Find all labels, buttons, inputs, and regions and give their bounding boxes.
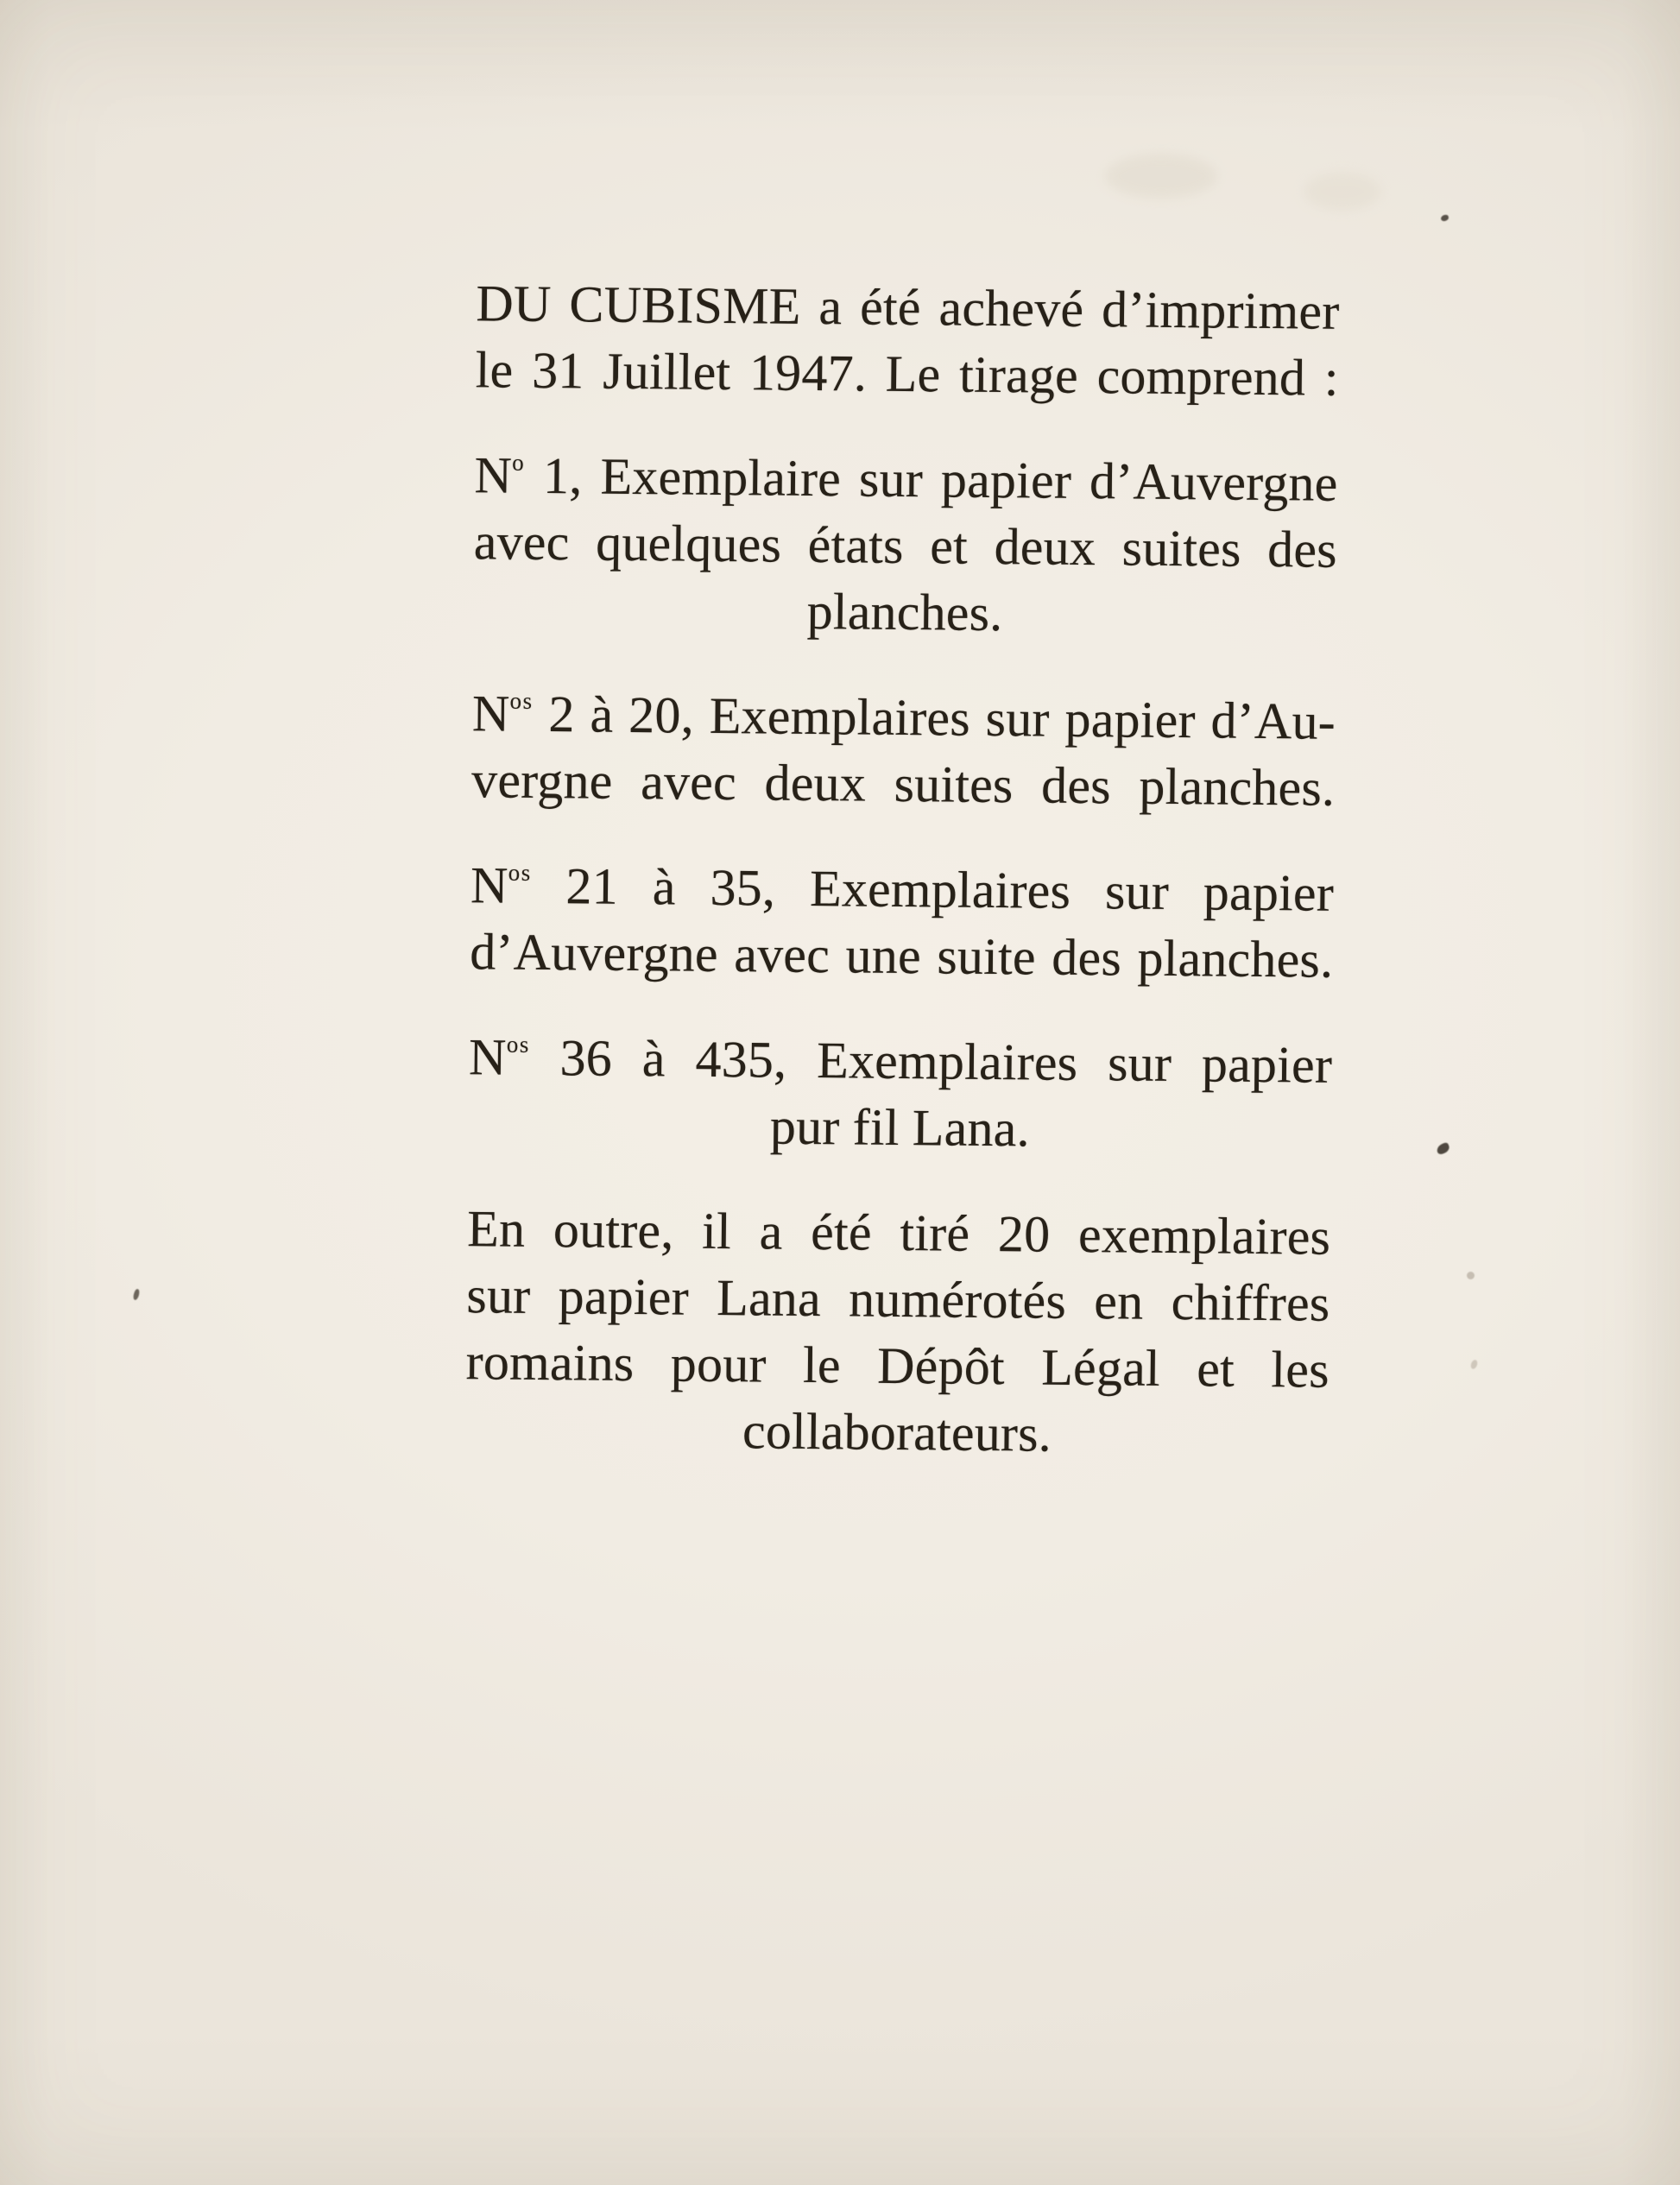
paragraph xyxy=(465,1196,1331,1470)
text-line xyxy=(474,442,1338,517)
text-segment: N xyxy=(470,856,508,914)
text-line: DU CUBISME a été achevé d’imprimer xyxy=(476,275,1340,340)
ink-squiggle-right xyxy=(1435,1142,1450,1156)
text-line xyxy=(471,852,1335,927)
superscript-ordinal: os xyxy=(506,1031,530,1058)
text-segment: N xyxy=(471,685,510,742)
text-segment: 36 à 435, Exemplaires sur papier xyxy=(529,1028,1333,1094)
text-segment: N xyxy=(474,446,513,504)
paper-smudge-top xyxy=(1105,154,1217,199)
paragraph xyxy=(470,852,1334,994)
paragraph xyxy=(468,1024,1332,1165)
text-line: collaborateurs. xyxy=(742,1402,1052,1462)
text-line: vergne avec deux suites des planches. xyxy=(471,751,1336,817)
text-line xyxy=(469,1024,1333,1099)
text-line: le 31 Juillet 1947. Le tirage comprend : xyxy=(475,341,1340,407)
ink-speck-left-margin xyxy=(132,1288,140,1300)
colophon-text-block xyxy=(464,270,1340,1509)
text-segment: 21 à 35, Exemplaires sur papier xyxy=(531,856,1335,922)
text-line: pur fil Lana. xyxy=(769,1097,1031,1158)
text-segment: 1, Exemplaire sur papier d’Auvergne xyxy=(524,446,1338,512)
superscript-ordinal: o xyxy=(512,449,526,476)
faint-speck-right-1 xyxy=(1467,1272,1475,1279)
paragraph xyxy=(471,680,1336,822)
text-segment: 2 à 20, Exemplaires sur papier d’Au- xyxy=(533,685,1336,750)
text-segment: N xyxy=(468,1028,507,1086)
text-line: avec quelques états et deux suites des xyxy=(473,513,1338,578)
text-line: sur papier Lana numérotés en chiffres xyxy=(466,1266,1330,1332)
text-line: En outre, il a été tiré 20 exemplaires xyxy=(466,1200,1331,1266)
superscript-ordinal: os xyxy=(508,859,532,886)
paper-smudge-top-2 xyxy=(1304,173,1381,211)
text-line: romains pour le Dépôt Légal et les xyxy=(465,1333,1329,1399)
text-line xyxy=(472,680,1336,755)
paragraph xyxy=(473,442,1338,650)
text-line: planches. xyxy=(806,582,1003,642)
paragraph xyxy=(475,270,1339,412)
ink-speck-top-right xyxy=(1440,214,1449,221)
text-line: d’Auvergne avec une suite des planches. xyxy=(469,923,1334,988)
superscript-ordinal: os xyxy=(509,687,534,714)
faint-speck-right-2 xyxy=(1469,1359,1478,1370)
